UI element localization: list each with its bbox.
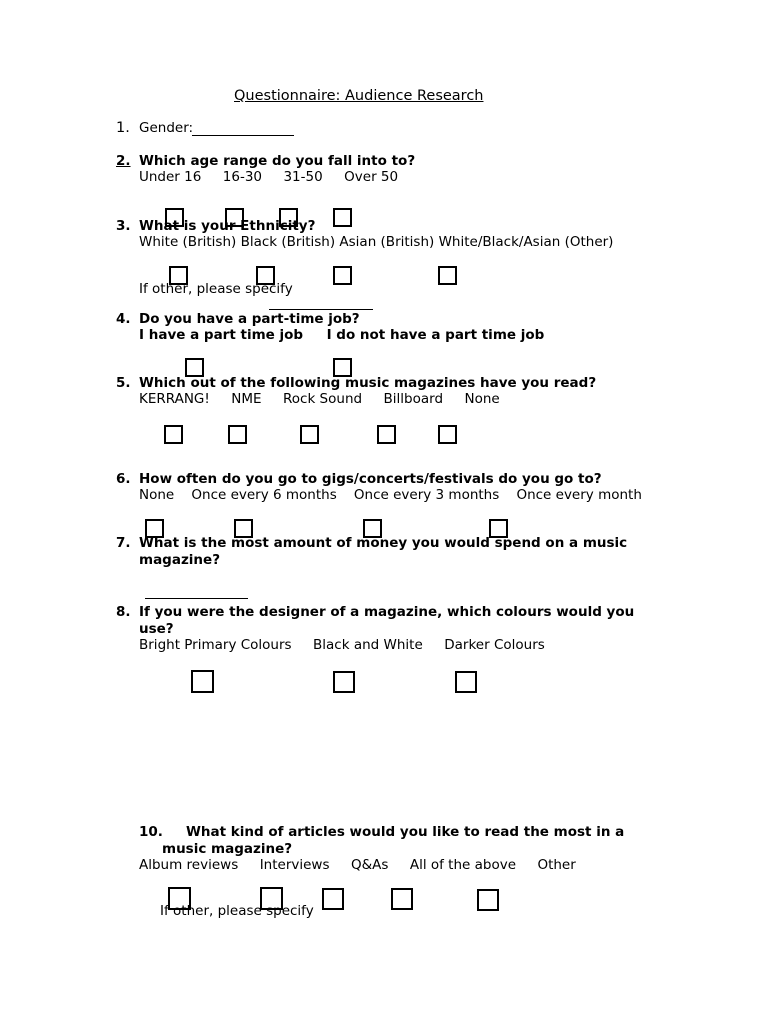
q10-checkbox-qas[interactable] [322, 888, 344, 910]
q7-number: 7. [116, 535, 131, 551]
q5-text: Which out of the following music magazines have you read? [139, 375, 597, 391]
q5-checkbox-rock-sound[interactable] [300, 425, 319, 444]
q6-number: 6. [116, 471, 131, 487]
q10-checkbox-album-reviews[interactable] [168, 887, 191, 910]
q10-checkbox-interviews[interactable] [260, 887, 283, 910]
q10-checkbox-other[interactable] [477, 889, 499, 911]
q7-text-line1: What is the most amount of money you would spend on a music [139, 535, 628, 551]
q5-checkbox-none[interactable] [438, 425, 457, 444]
q4-text: Do you have a part-time job? [139, 311, 360, 327]
q8-options: Bright Primary Colours Black and White Darker Colours [139, 637, 545, 653]
gender-answer-line[interactable] [192, 135, 294, 136]
q7-answer-line[interactable] [145, 598, 248, 599]
q8-checkbox-black-and-white[interactable] [333, 671, 355, 693]
q6-options: None Once every 6 months Once every 3 months Once every month [139, 487, 642, 503]
q3-other-specify-label: If other, please specify [139, 281, 293, 297]
q2-text: Which age range do you fall into to? [139, 153, 416, 169]
q2-number: 2. [116, 153, 131, 169]
page-title: Questionnaire: Audience Research [234, 88, 484, 104]
q5-options: KERRANG! NME Rock Sound Billboard None [139, 391, 500, 407]
q3-checkbox-asian-british[interactable] [333, 266, 352, 285]
q1-text: Gender: [139, 120, 194, 136]
q8-text-line2: use? [139, 621, 174, 637]
q1-number: 1. [116, 120, 130, 136]
q3-other-answer-line[interactable] [269, 309, 373, 310]
q4-options: I have a part time job I do not have a part time job [139, 327, 545, 343]
q8-text-line1: If you were the designer of a magazine, which colours would you [139, 604, 635, 620]
q8-checkbox-darker-colours[interactable] [455, 671, 477, 693]
q10-number: 10. [139, 824, 163, 840]
q8-checkbox-bright-primary[interactable] [191, 670, 214, 693]
q5-number: 5. [116, 375, 131, 391]
q5-checkbox-kerrang[interactable] [164, 425, 183, 444]
q7-text-line2: magazine? [139, 552, 221, 568]
q3-number: 3. [116, 218, 131, 234]
q10-text-line2: music magazine? [162, 841, 293, 857]
q10-other-specify-label: If other, please specify [160, 903, 314, 919]
q4-number: 4. [116, 311, 131, 327]
q3-options: White (British) Black (British) Asian (British) White/Black/Asian (Other) [139, 234, 614, 250]
q10-text-line1: What kind of articles would you like to read the most in a [186, 824, 625, 840]
q2-checkbox-over-50[interactable] [333, 208, 352, 227]
q10-checkbox-all-of-the-above[interactable] [391, 888, 413, 910]
q6-text: How often do you go to gigs/concerts/festivals do you go to? [139, 471, 602, 487]
q2-options: Under 16 16-30 31-50 Over 50 [139, 169, 399, 185]
q5-checkbox-nme[interactable] [228, 425, 247, 444]
q10-options: Album reviews Interviews Q&As All of the above Other [139, 857, 576, 873]
q8-number: 8. [116, 604, 131, 620]
q3-text: What is your Ethnicity? [139, 218, 316, 234]
q5-checkbox-billboard[interactable] [377, 425, 396, 444]
q3-checkbox-other[interactable] [438, 266, 457, 285]
